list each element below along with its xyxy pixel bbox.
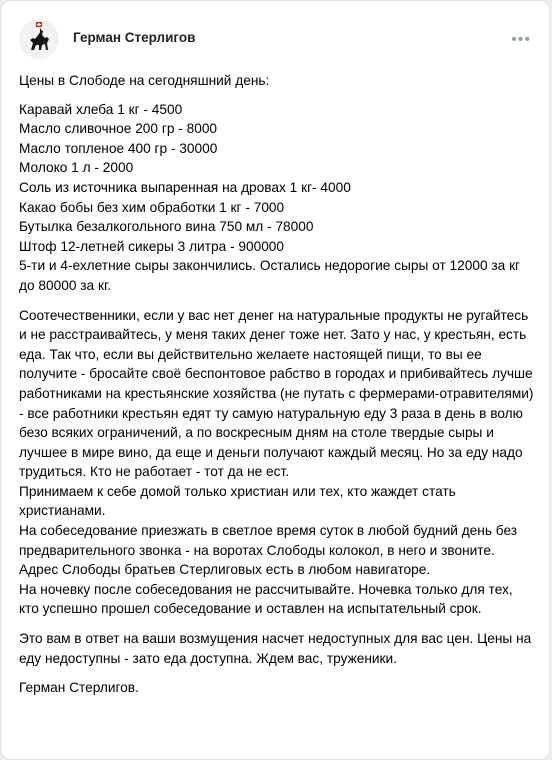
post-paragraph: На собеседование приезжать в светлое время суток в любой будний день без предварительного звонка - на воротах Слободы колокол, в него и звоните.	[19, 523, 518, 558]
horse-rider-icon	[19, 19, 59, 59]
post-paragraph: Масло сливочное 200 гр - 8000	[19, 121, 218, 137]
post-paragraph: 5-ти и 4-ехлетние сыры закончились. Остались недорогие сыры от 12000 за кг до 80000 за кг.	[19, 258, 521, 293]
post-paragraph: Соль из источника выпаренная на дровах 1 кг- 4000	[19, 179, 351, 195]
post-paragraph: Каравай хлеба 1 кг - 4500	[19, 101, 183, 117]
post-paragraph: Это вам в ответ на ваши возмущения насчет недоступных для вас цен. Цены на еду недоступны - зато еда доступна. Ждем вас, труженики.	[19, 631, 532, 666]
post-paragraph: Принимаем к себе домой только христиан или тех, кто жаждет стать христианами.	[19, 483, 456, 519]
more-horizontal-icon[interactable]: •••	[511, 31, 531, 48]
post-paragraph: Соотечественники, если у вас нет денег на натуральные продукты не ругайтесь и не расстраивайтесь, у меня таких денег тоже нет. Зато у нас, у крестьян, есть еда. Так что, если вы действительно желаете настоящей пищи, то вы ее получите - бросайте своё беспонтовое рабство в городах и прибивайтесь лучше работниками на крестьянские хозяйства (не путать с фермерами-отравителями) - все работники крестьян едят ту самую натуральную еду 3 раза в день в волю безо всяких ограничений, а по воскресным дням на столе твердые сыры и лучшее в мире вино, да еще и деньги получают каждый месяц. Но за еду надо трудиться. Кто не работает - тот да не ест.	[19, 307, 534, 480]
post-text	[19, 71, 535, 698]
post-paragraph: Масло топленое 400 гр - 30000	[19, 140, 218, 156]
author-name[interactable]: Герман Стерлигов	[73, 30, 196, 45]
post-paragraph: Штоф 12-летней сикеры 3 литра - 900000	[19, 238, 285, 254]
post-paragraph: На ночевку после собеседования не рассчитывайте. Ночевка только для тех, кто успешно прошел собеседование и оставлен на испытательный срок.	[19, 581, 513, 617]
post-paragraph: Бутылка безалкогольного вина 750 мл - 78000	[19, 219, 314, 235]
post-paragraph: Адрес Слободы братьев Стерлиговых есть в любом навигаторе.	[19, 562, 431, 578]
post-paragraph: Какао бобы без хим обработки 1 кг - 7000	[19, 199, 285, 215]
post-paragraph: Цены в Слободе на сегодняшний день:	[19, 73, 270, 88]
post-paragraph: Молоко 1 л - 2000	[19, 160, 134, 176]
avatar[interactable]	[19, 19, 59, 59]
post-signature: Герман Стерлигов.	[19, 680, 139, 696]
post-header	[19, 19, 531, 59]
